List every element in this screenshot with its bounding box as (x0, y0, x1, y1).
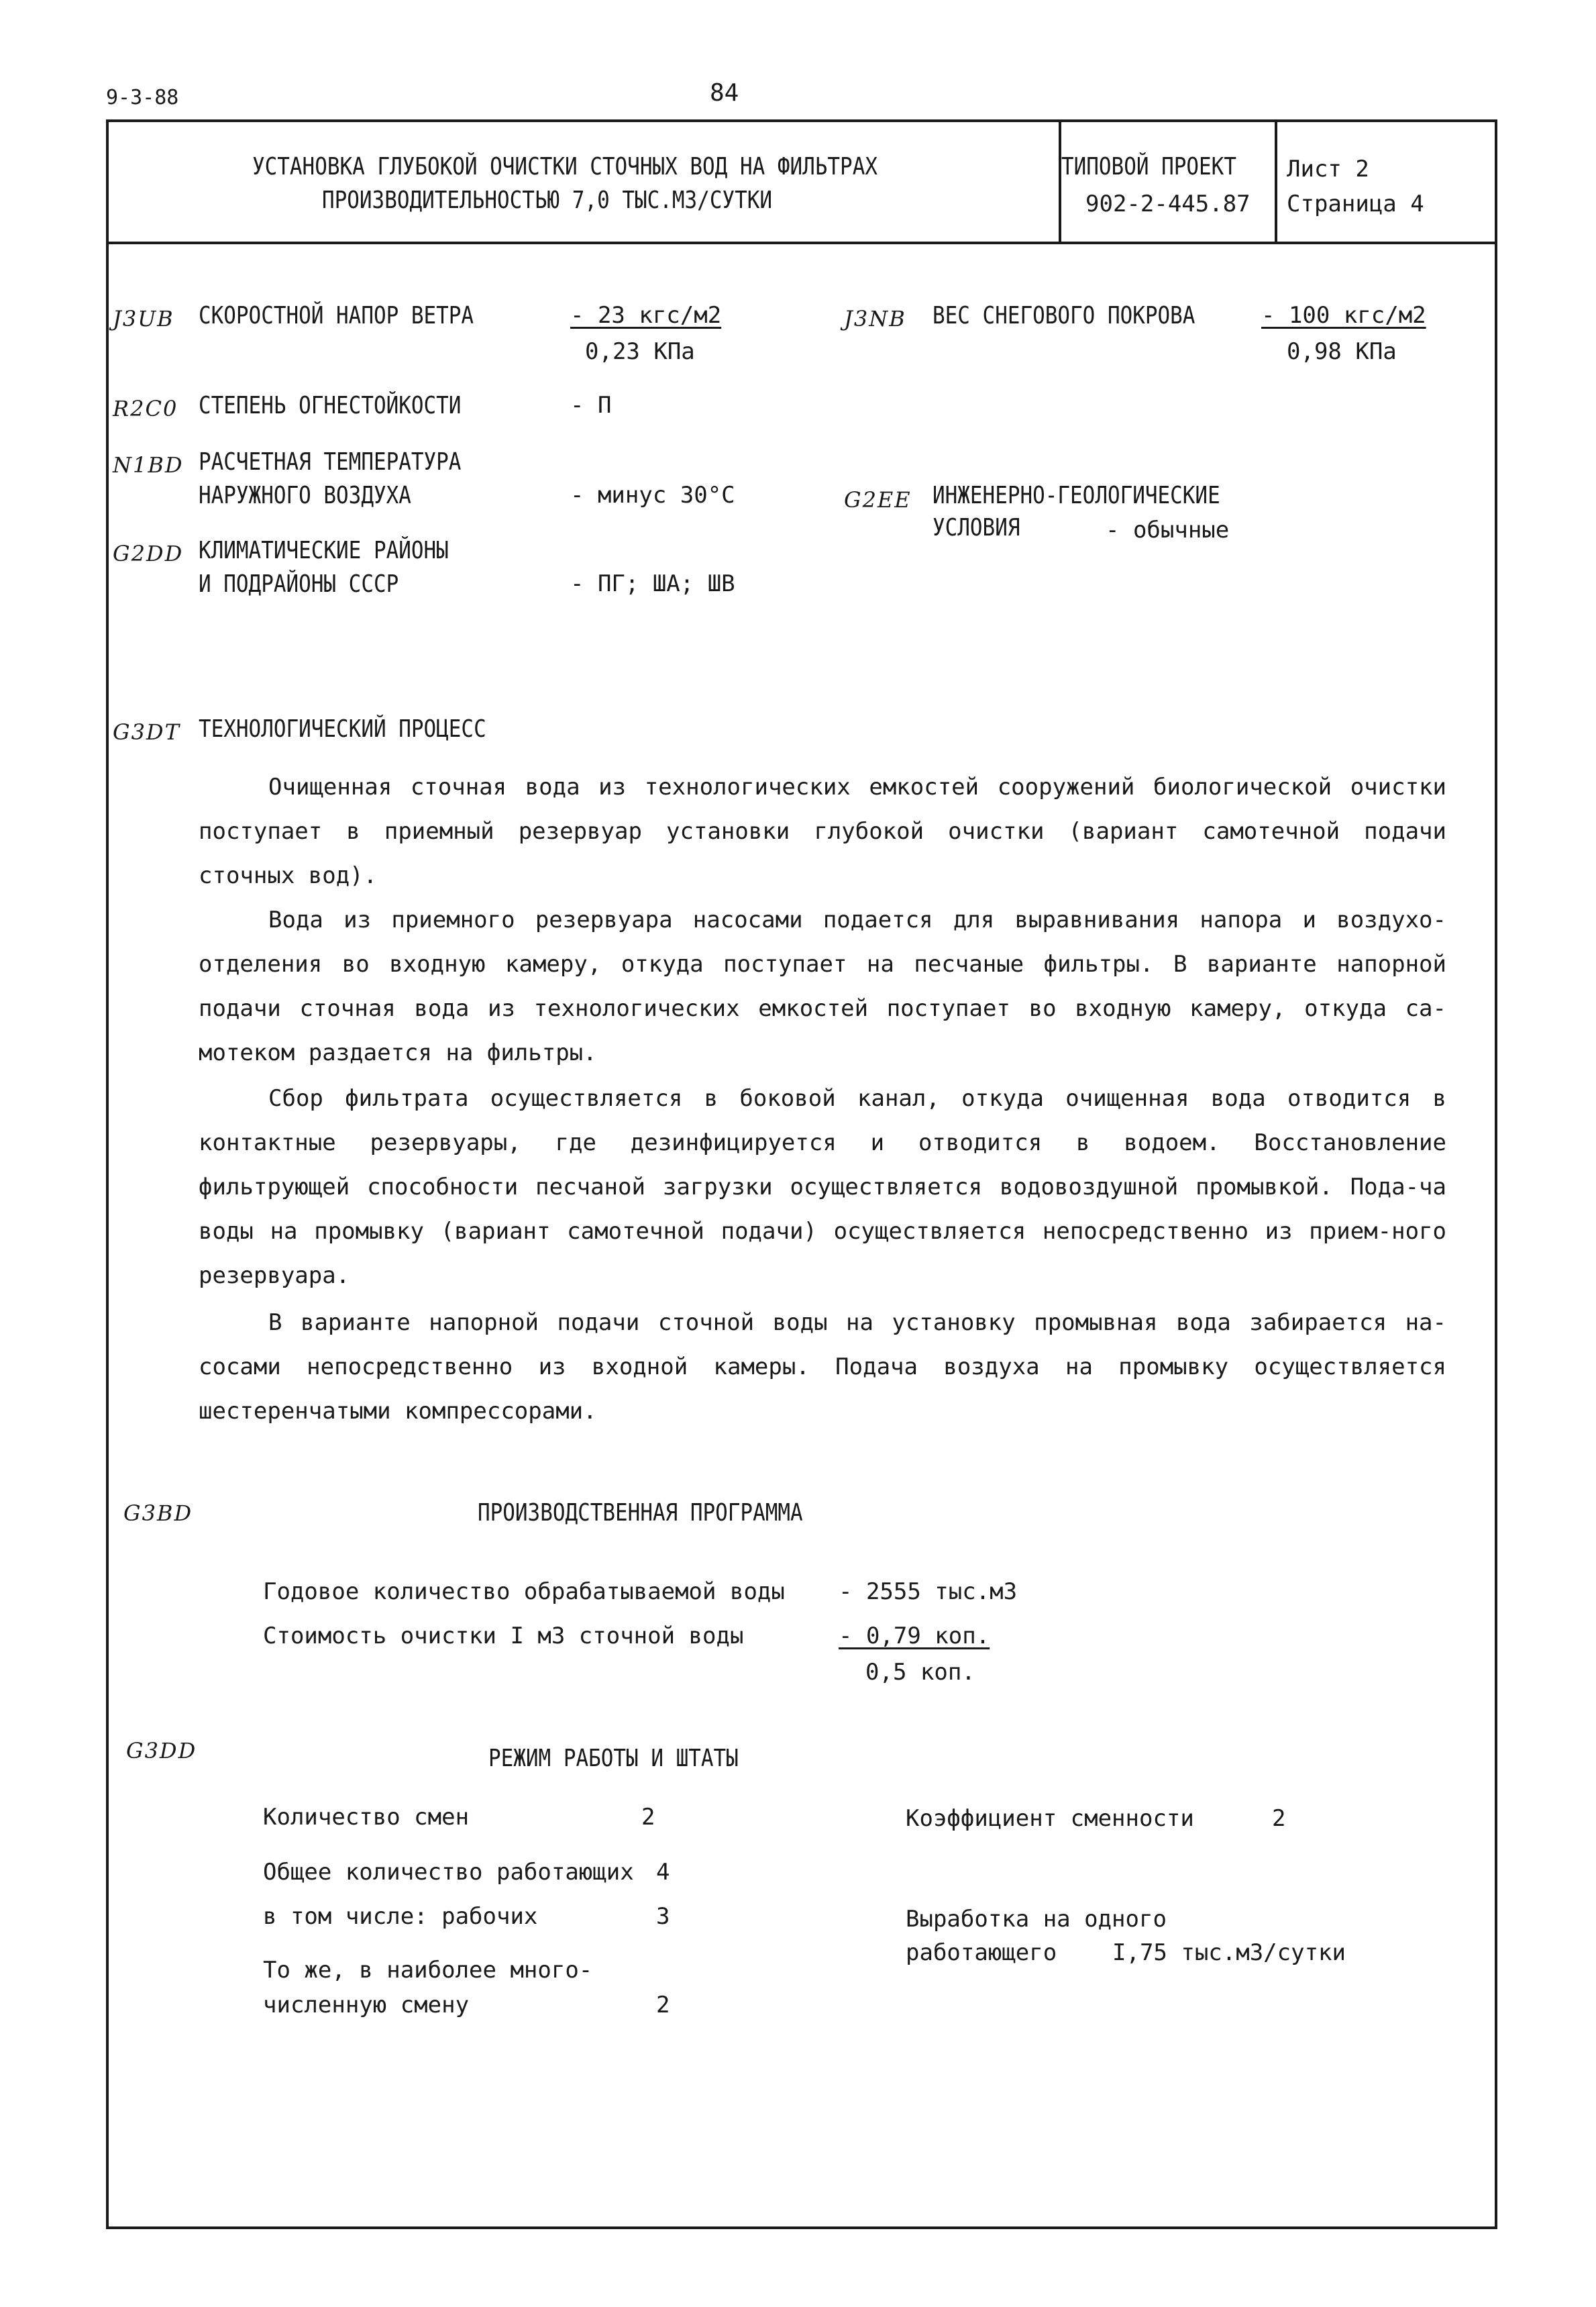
output-label-1: Выработка на одного (906, 1906, 1167, 1933)
wind-value-kpa: 0,23 КПа (585, 338, 695, 365)
temp-code: N1BD (113, 452, 184, 478)
snow-value-kgs: - 100 кгс/м2 (1261, 302, 1426, 329)
total-staff-label: Общее количество работающих (263, 1859, 634, 1886)
workers-value: 3 (656, 1903, 670, 1930)
geo-label-2: УСЛОВИЯ (933, 514, 1020, 542)
wind-value-kgs: - 23 кгс/м2 (570, 302, 722, 329)
fire-value: - П (570, 392, 612, 419)
temp-label-2: НАРУЖНОГО ВОЗДУХА (199, 482, 411, 509)
output-label-2: работающего (906, 1939, 1057, 1966)
header-separator-1 (1059, 119, 1061, 243)
temp-value: - минус 30°С (570, 482, 735, 509)
annual-volume-label: Годовое количество обрабатываемой воды (263, 1578, 785, 1605)
largest-shift-label-2: численную смену (263, 1992, 470, 2018)
process-code: G3DT (113, 719, 180, 745)
document-code: 9-3-88 (106, 86, 179, 109)
wind-label: СКОРОСТНОЙ НАПОР ВЕТРА (199, 302, 474, 329)
snow-value-kpa: 0,98 КПа (1287, 338, 1397, 365)
page-number: 84 (710, 79, 739, 107)
shift-coefficient-value: 2 (1272, 1805, 1286, 1832)
header-separator-2 (1275, 119, 1277, 243)
staff-code: G3DD (126, 1738, 197, 1763)
title-line-1: УСТАНОВКА ГЛУБОКОЙ ОЧИСТКИ СТОЧНЫХ ВОД НА ФИЛЬТРАХ (252, 153, 877, 181)
total-staff-value: 4 (656, 1859, 670, 1886)
treatment-cost-label: Стоимость очистки I м3 сточной воды (263, 1623, 744, 1649)
project-label: ТИПОВОЙ ПРОЕКТ (1061, 153, 1236, 181)
climate-value: - ПГ; ША; ШВ (570, 570, 735, 597)
project-number: 902-2-445.87 (1085, 191, 1251, 217)
process-paragraph-3: Сбор фильтрата осуществляется в боковой канал, откуда очищенная вода отводится в контактные резервуары, где дезинфицируется и отводится в водоем. Восстановление фильтрующей способности песчаной загрузки осуществляется водовоздушной промывкой. Пода-ча воды на промывку (вариант самотечной подачи) осуществляется непосредственно из прием-ного резервуара. (199, 1085, 1446, 1289)
geo-label-1: ИНЖЕНЕРНО-ГЕОЛОГИЧЕСКИЕ (933, 482, 1220, 509)
production-title: ПРОИЗВОДСТВЕННАЯ ПРОГРАММА (478, 1499, 803, 1527)
title-line-2: ПРОИЗВОДИТЕЛЬНОСТЬЮ 7,0 ТЫС.М3/СУТКИ (322, 187, 773, 214)
treatment-cost-value-2: 0,5 коп. (865, 1659, 975, 1686)
process-title: ТЕХНОЛОГИЧЕСКИЙ ПРОЦЕСС (199, 715, 486, 743)
sheet-number: Лист 2 (1287, 156, 1369, 183)
snow-code: J3NB (844, 306, 906, 331)
climate-label-2: И ПОДРАЙОНЫ СССР (199, 570, 399, 598)
geo-value: - обычные (1106, 517, 1230, 544)
page-label: Страница 4 (1287, 191, 1424, 217)
fire-label: СТЕПЕНЬ ОГНЕСТОЙКОСТИ (199, 392, 462, 419)
treatment-cost-value-1: - 0,79 коп. (839, 1623, 990, 1649)
largest-shift-value: 2 (656, 1992, 670, 2018)
shifts-label: Количество смен (263, 1804, 470, 1831)
fire-code: R2C0 (113, 396, 178, 421)
climate-label-1: КЛИМАТИЧЕСКИЕ РАЙОНЫ (199, 537, 449, 564)
process-paragraph-4: В варианте напорной подачи сточной воды на установку промывная вода забирается на-сосами непосредственно из входной камеры. Подача воздуха на промывку осуществляется шестеренчатыми компрессорами. (199, 1309, 1446, 1425)
shift-coefficient-label: Коэффициент сменности (906, 1805, 1194, 1832)
process-paragraph-2: Вода из приемного резервуара насосами подается для выравнивания напора и воздухо-отделения во входную камеру, откуда поступает на песчаные фильтры. В варианте напорной подачи сточная вода из технологических емкостей поступает во входную камеру, откуда са-мотеком раздается на фильтры. (199, 907, 1446, 1066)
shifts-value: 2 (641, 1804, 655, 1831)
staff-title: РЕЖИМ РАБОТЫ И ШТАТЫ (488, 1745, 739, 1772)
climate-code: G2DD (113, 541, 184, 566)
largest-shift-label-1: То же, в наиболее много- (263, 1957, 593, 1984)
workers-label: в том числе: рабочих (263, 1903, 538, 1930)
wind-code: J3UB (113, 306, 174, 331)
header-divider (106, 242, 1497, 244)
output-value: I,75 тыс.м3/сутки (1112, 1939, 1346, 1966)
snow-label: ВЕС СНЕГОВОГО ПОКРОВА (933, 302, 1195, 329)
production-code: G3BD (123, 1500, 193, 1526)
temp-label-1: РАСЧЕТНАЯ ТЕМПЕРАТУРА (199, 448, 462, 476)
process-paragraph-1: Очищенная сточная вода из технологических емкостей сооружений биологической очистки поступает в приемный резервуар установки глубокой очистки (вариант самотечной подачи сточных вод). (199, 774, 1446, 889)
annual-volume-value: - 2555 тыс.м3 (839, 1578, 1018, 1605)
geo-code: G2EE (844, 487, 912, 513)
